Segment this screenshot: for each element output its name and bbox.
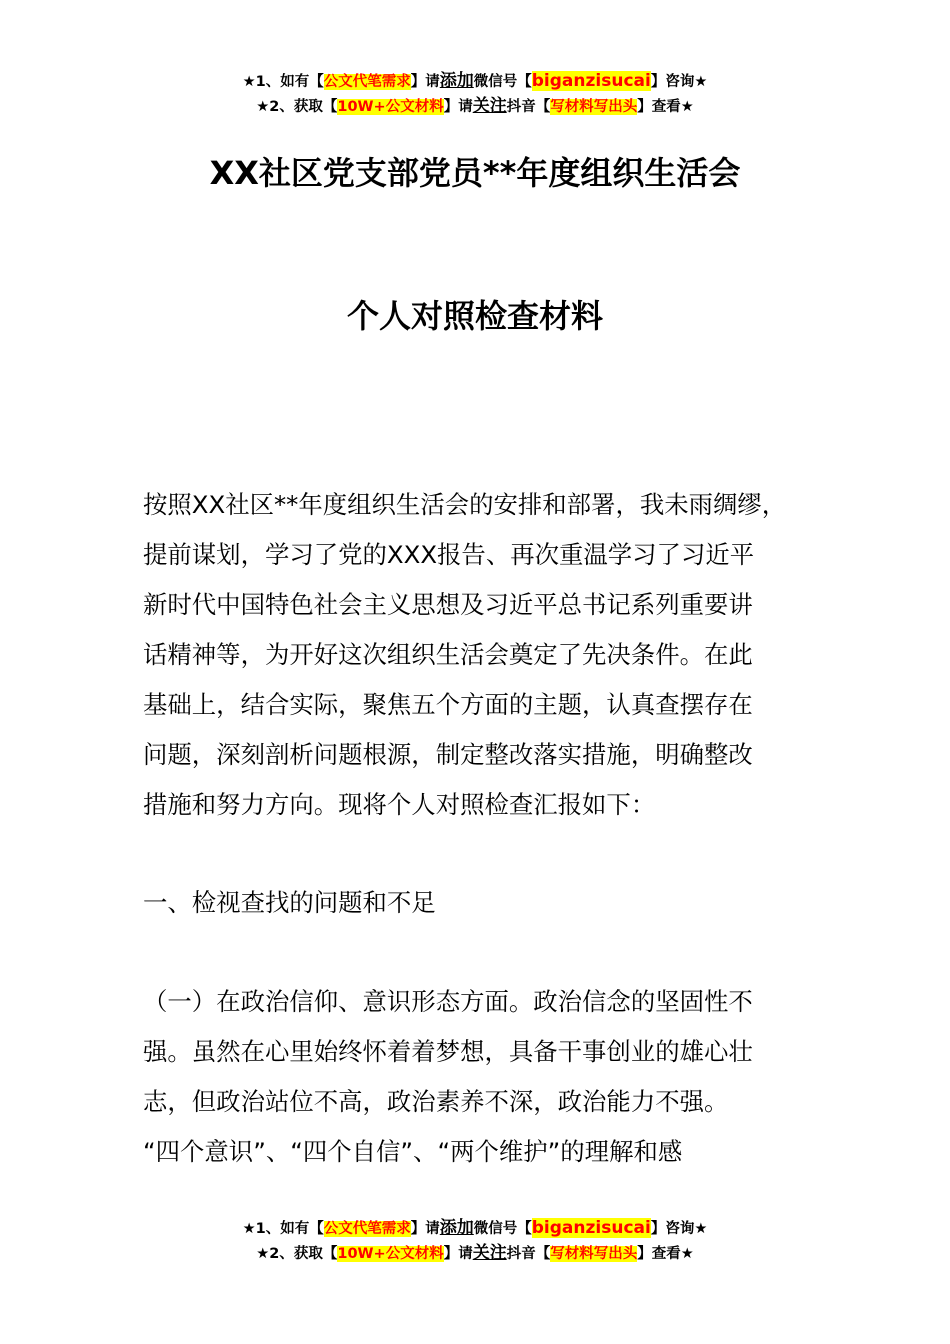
banner-text: 】请 [443, 1246, 473, 1262]
banner-highlight: 10W+公文材料 [337, 1246, 444, 1262]
text-line: 措施和努力方向。现将个人对照检查汇报如下： [143, 790, 656, 819]
banner-text: 】请 [410, 1221, 440, 1237]
banner-text: 微信号【 [473, 74, 532, 90]
text-line: 按照XX社区**年度组织生活会的安排和部署，我未雨绸缪， [143, 490, 787, 519]
douyin-id: 写材料写出头 [550, 1246, 638, 1262]
banner-text: 抖音【 [506, 1246, 551, 1262]
banner-text: 微信号【 [473, 1221, 532, 1237]
banner-text: 1、如有【 [255, 1221, 324, 1237]
wechat-id: biganzisucai [531, 1218, 651, 1238]
section-paragraph [143, 977, 833, 1177]
intro-paragraph [143, 480, 833, 830]
banner-text: 】请 [410, 74, 440, 90]
text-line: 志，但政治站位不高，政治素养不深，政治能力不强。 [143, 1087, 729, 1116]
star-icon: ★ [256, 99, 270, 115]
banner-underlined: 添加 [439, 1218, 474, 1238]
banner-highlight: 公文代笔需求 [323, 1221, 411, 1237]
text-line: 提前谋划，学习了党的XXX报告、再次重温学习了习近平 [143, 540, 755, 569]
banner-text: 1、如有【 [255, 74, 324, 90]
banner-text: 】咨询★ [650, 1221, 708, 1237]
banner-highlight: 公文代笔需求 [323, 74, 411, 90]
text-line: 话精神等，为开好这次组织生活会奠定了先决条件。在此 [143, 640, 753, 669]
section-heading [143, 878, 833, 928]
text-line: 强。虽然在心里始终怀着着梦想，具备干事创业的雄心壮 [143, 1037, 753, 1066]
star-icon: ★ [242, 74, 256, 90]
document-title-line-1: XX社区党支部党员**年度组织生活会 [209, 154, 741, 192]
banner-underlined: 添加 [439, 71, 474, 91]
wechat-id: biganzisucai [531, 71, 651, 91]
banner-text: 】咨询★ [650, 74, 708, 90]
section-heading-text: 一、检视查找的问题和不足 [143, 888, 436, 917]
text-line: （一）在政治信仰、意识形态方面。政治信念的坚固性不 [143, 987, 753, 1016]
banner-line-1 [0, 69, 950, 94]
banner-text: 】请 [443, 99, 473, 115]
banner-highlight: 10W+公文材料 [337, 99, 444, 115]
document-title-line-2: 个人对照检查材料 [346, 297, 603, 335]
douyin-id: 写材料写出头 [550, 99, 638, 115]
banner-text: 2、获取【 [269, 1246, 338, 1262]
banner-text: 抖音【 [506, 99, 551, 115]
text-line: 问题，深刻剖析问题根源，制定整改落实措施，明确整改 [143, 740, 753, 769]
header-banner [0, 69, 950, 119]
banner-text: 】查看★ [637, 1246, 694, 1262]
banner-line-2 [0, 94, 950, 119]
banner-text: 2、获取【 [269, 99, 338, 115]
text-line: “四个意识”、“四个自信”、“两个维护”的理解和感 [143, 1137, 683, 1166]
banner-line-1 [0, 1216, 950, 1241]
star-icon: ★ [242, 1221, 256, 1237]
text-line: 新时代中国特色社会主义思想及习近平总书记系列重要讲 [143, 590, 753, 619]
text-line: 基础上，结合实际，聚焦五个方面的主题，认真查摆存在 [143, 690, 753, 719]
footer-banner [0, 1216, 950, 1266]
banner-underlined: 关注 [472, 96, 507, 116]
banner-underlined: 关注 [472, 1243, 507, 1263]
banner-line-2 [0, 1241, 950, 1266]
banner-text: 】查看★ [637, 99, 694, 115]
star-icon: ★ [256, 1246, 270, 1262]
